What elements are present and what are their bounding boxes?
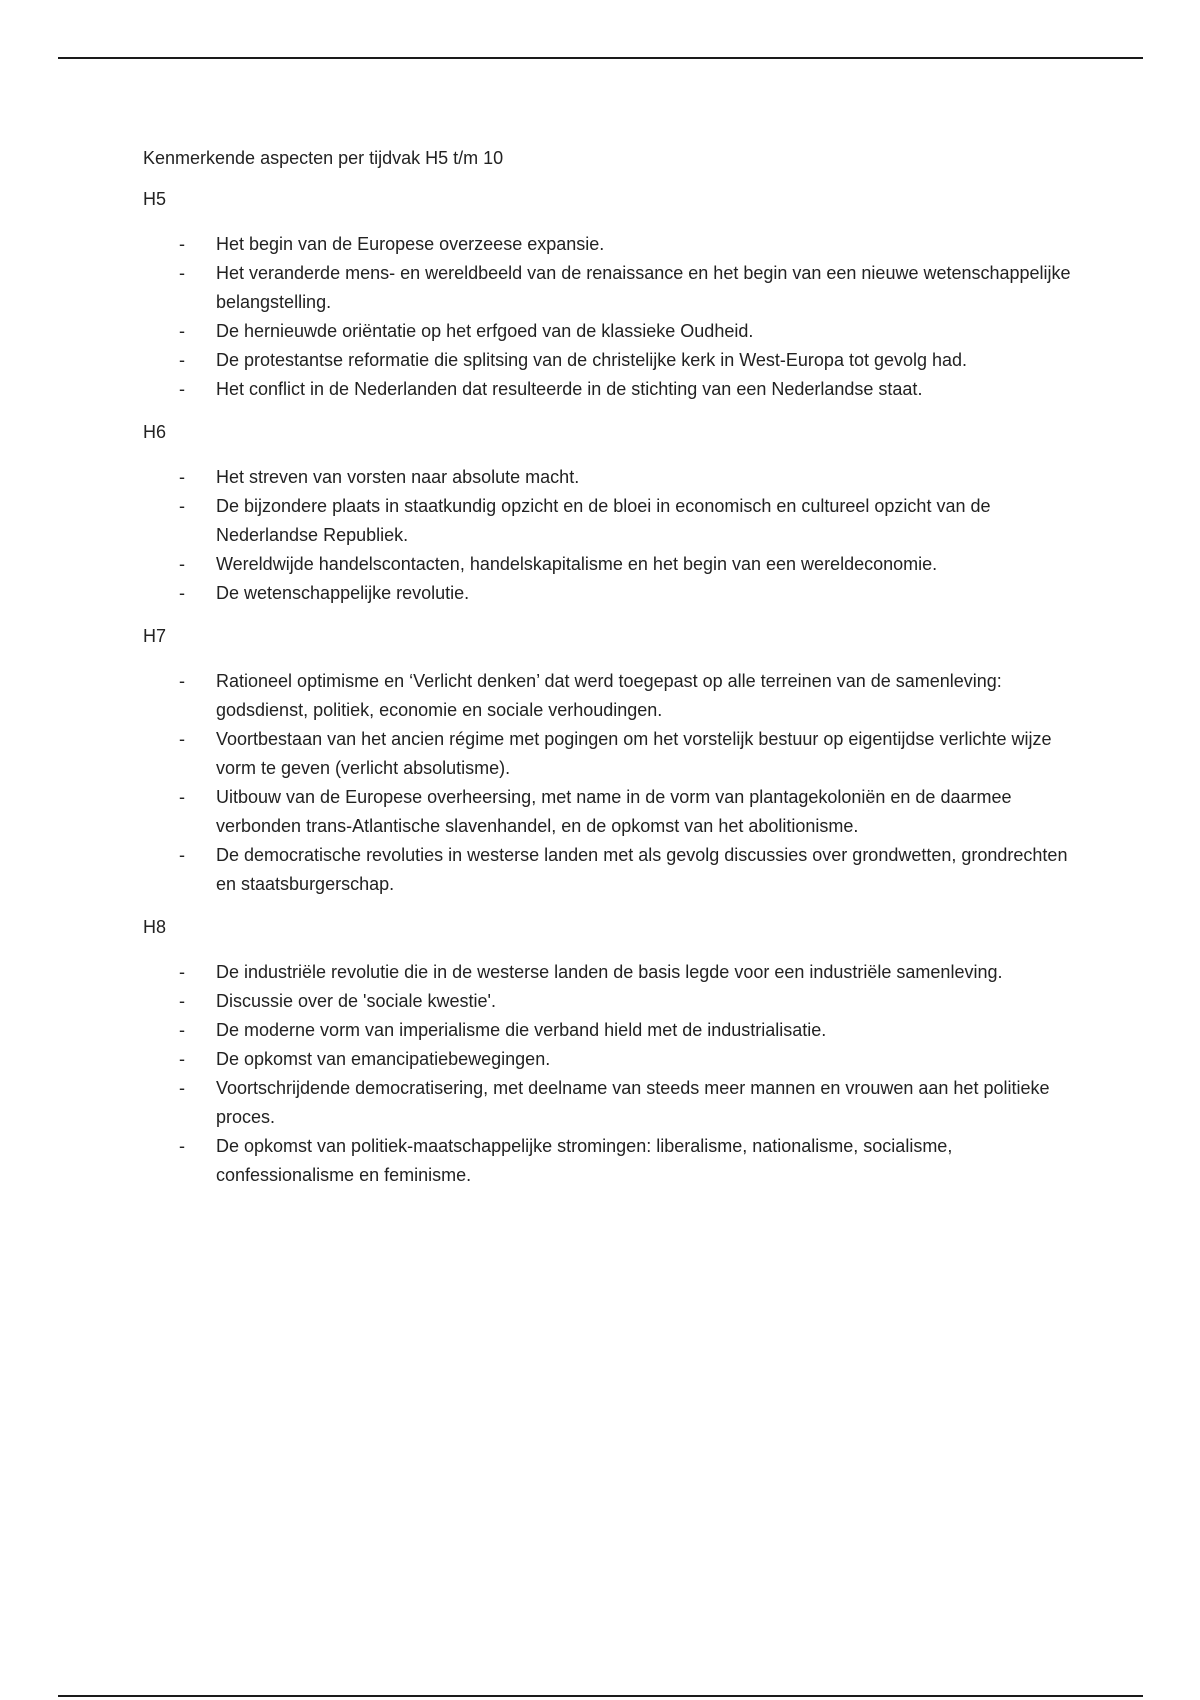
list-item-text: Het conflict in de Nederlanden dat resulteerde in de stichting van een Nederlandse staat.: [216, 379, 923, 399]
bullet-dash-icon: -: [179, 671, 185, 691]
bullet-dash-icon: -: [179, 1136, 185, 1156]
bullet-dash-icon: -: [179, 467, 185, 487]
list-item: [143, 230, 1073, 259]
list-item-text: De industriële revolutie die in de westerse landen de basis legde voor een industriële samenleving.: [216, 962, 1003, 982]
list-item: [143, 667, 1073, 725]
document-title: Kenmerkende aspecten per tijdvak H5 t/m 10: [143, 148, 504, 168]
section-h5: [143, 185, 1073, 404]
list-item-text: De moderne vorm van imperialisme die verband hield met de industrialisatie.: [216, 1020, 827, 1040]
bullet-dash-icon: -: [179, 787, 185, 807]
bullet-list: [143, 667, 1073, 899]
bullet-dash-icon: -: [179, 1078, 185, 1098]
bullet-dash-icon: -: [179, 379, 185, 399]
section-heading: H8: [143, 917, 167, 937]
list-item: [143, 317, 1073, 346]
section-heading: H7: [143, 626, 167, 646]
list-item-text: Rationeel optimisme en ‘Verlicht denken’ dat werd toegepast op alle terreinen van de samenleving: godsdienst, politiek, economie en sociale verhoudingen.: [216, 671, 1002, 720]
list-item: [143, 375, 1073, 404]
bullet-dash-icon: -: [179, 991, 185, 1011]
list-item: [143, 550, 1073, 579]
list-item-text: De protestantse reformatie die splitsing van de christelijke kerk in West-Europa tot gevolg had.: [216, 350, 968, 370]
bullet-dash-icon: -: [179, 234, 185, 254]
bullet-dash-icon: -: [179, 729, 185, 749]
section-heading: H6: [143, 422, 167, 442]
bullet-list: [143, 958, 1073, 1190]
bullet-dash-icon: -: [179, 962, 185, 982]
footer-rule: [58, 1695, 1143, 1697]
bullet-dash-icon: -: [179, 496, 185, 516]
bullet-list: [143, 463, 1073, 608]
list-item: [143, 463, 1073, 492]
list-item-text: Wereldwijde handelscontacten, handelskapitalisme en het begin van een wereldeconomie.: [216, 554, 938, 574]
list-item: [143, 783, 1073, 841]
section-h8: [143, 913, 1073, 1190]
section-h6: [143, 418, 1073, 608]
section-h7: [143, 622, 1073, 899]
list-item-text: Uitbouw van de Europese overheersing, met name in de vorm van plantagekoloniën en de daarmee verbonden trans-Atlantische slavenhandel, en de opkomst van het abolitionisme.: [216, 787, 1012, 836]
list-item: [143, 346, 1073, 375]
sections-container: [143, 185, 1073, 1190]
list-item-text: Discussie over de 'sociale kwestie'.: [216, 991, 496, 1011]
bullet-dash-icon: -: [179, 554, 185, 574]
list-item: [143, 1074, 1073, 1132]
list-item: [143, 259, 1073, 317]
bullet-dash-icon: -: [179, 845, 185, 865]
list-item: [143, 958, 1073, 987]
list-item: [143, 841, 1073, 899]
list-item: [143, 725, 1073, 783]
bullet-dash-icon: -: [179, 350, 185, 370]
list-item: [143, 492, 1073, 550]
list-item-text: Voortbestaan van het ancien régime met pogingen om het vorstelijk bestuur op eigentijdse verlichte wijze vorm te geven (verlicht absolutisme).: [216, 729, 1052, 778]
bullet-dash-icon: -: [179, 321, 185, 341]
list-item-text: Voortschrijdende democratisering, met deelname van steeds meer mannen en vrouwen aan het politieke proces.: [216, 1078, 1050, 1127]
section-heading: H5: [143, 189, 167, 209]
list-item-text: Het begin van de Europese overzeese expansie.: [216, 234, 605, 254]
list-item: [143, 1016, 1073, 1045]
list-item-text: De bijzondere plaats in staatkundig opzicht en de bloei in economisch en cultureel opzicht van de Nederlandse Republiek.: [216, 496, 991, 545]
list-item-text: Het veranderde mens- en wereldbeeld van de renaissance en het begin van een nieuwe wetenschappelijke belangstelling.: [216, 263, 1071, 312]
list-item-text: Het streven van vorsten naar absolute macht.: [216, 467, 580, 487]
list-item-text: De opkomst van emancipatiebewegingen.: [216, 1049, 551, 1069]
list-item: [143, 1045, 1073, 1074]
header-rule: [58, 57, 1143, 59]
document-body: [143, 144, 1073, 1204]
list-item-text: De wetenschappelijke revolutie.: [216, 583, 470, 603]
bullet-dash-icon: -: [179, 1020, 185, 1040]
bullet-dash-icon: -: [179, 1049, 185, 1069]
list-item: [143, 987, 1073, 1016]
list-item: [143, 579, 1073, 608]
bullet-dash-icon: -: [179, 583, 185, 603]
list-item-text: De democratische revoluties in westerse landen met als gevolg discussies over grondwetten, grondrechten en staatsburgerschap.: [216, 845, 1068, 894]
bullet-list: [143, 230, 1073, 404]
list-item: [143, 1132, 1073, 1190]
list-item-text: De opkomst van politiek-maatschappelijke stromingen: liberalisme, nationalisme, socialisme, confessionalisme en feminisme.: [216, 1136, 953, 1185]
list-item-text: De hernieuwde oriëntatie op het erfgoed van de klassieke Oudheid.: [216, 321, 754, 341]
bullet-dash-icon: -: [179, 263, 185, 283]
